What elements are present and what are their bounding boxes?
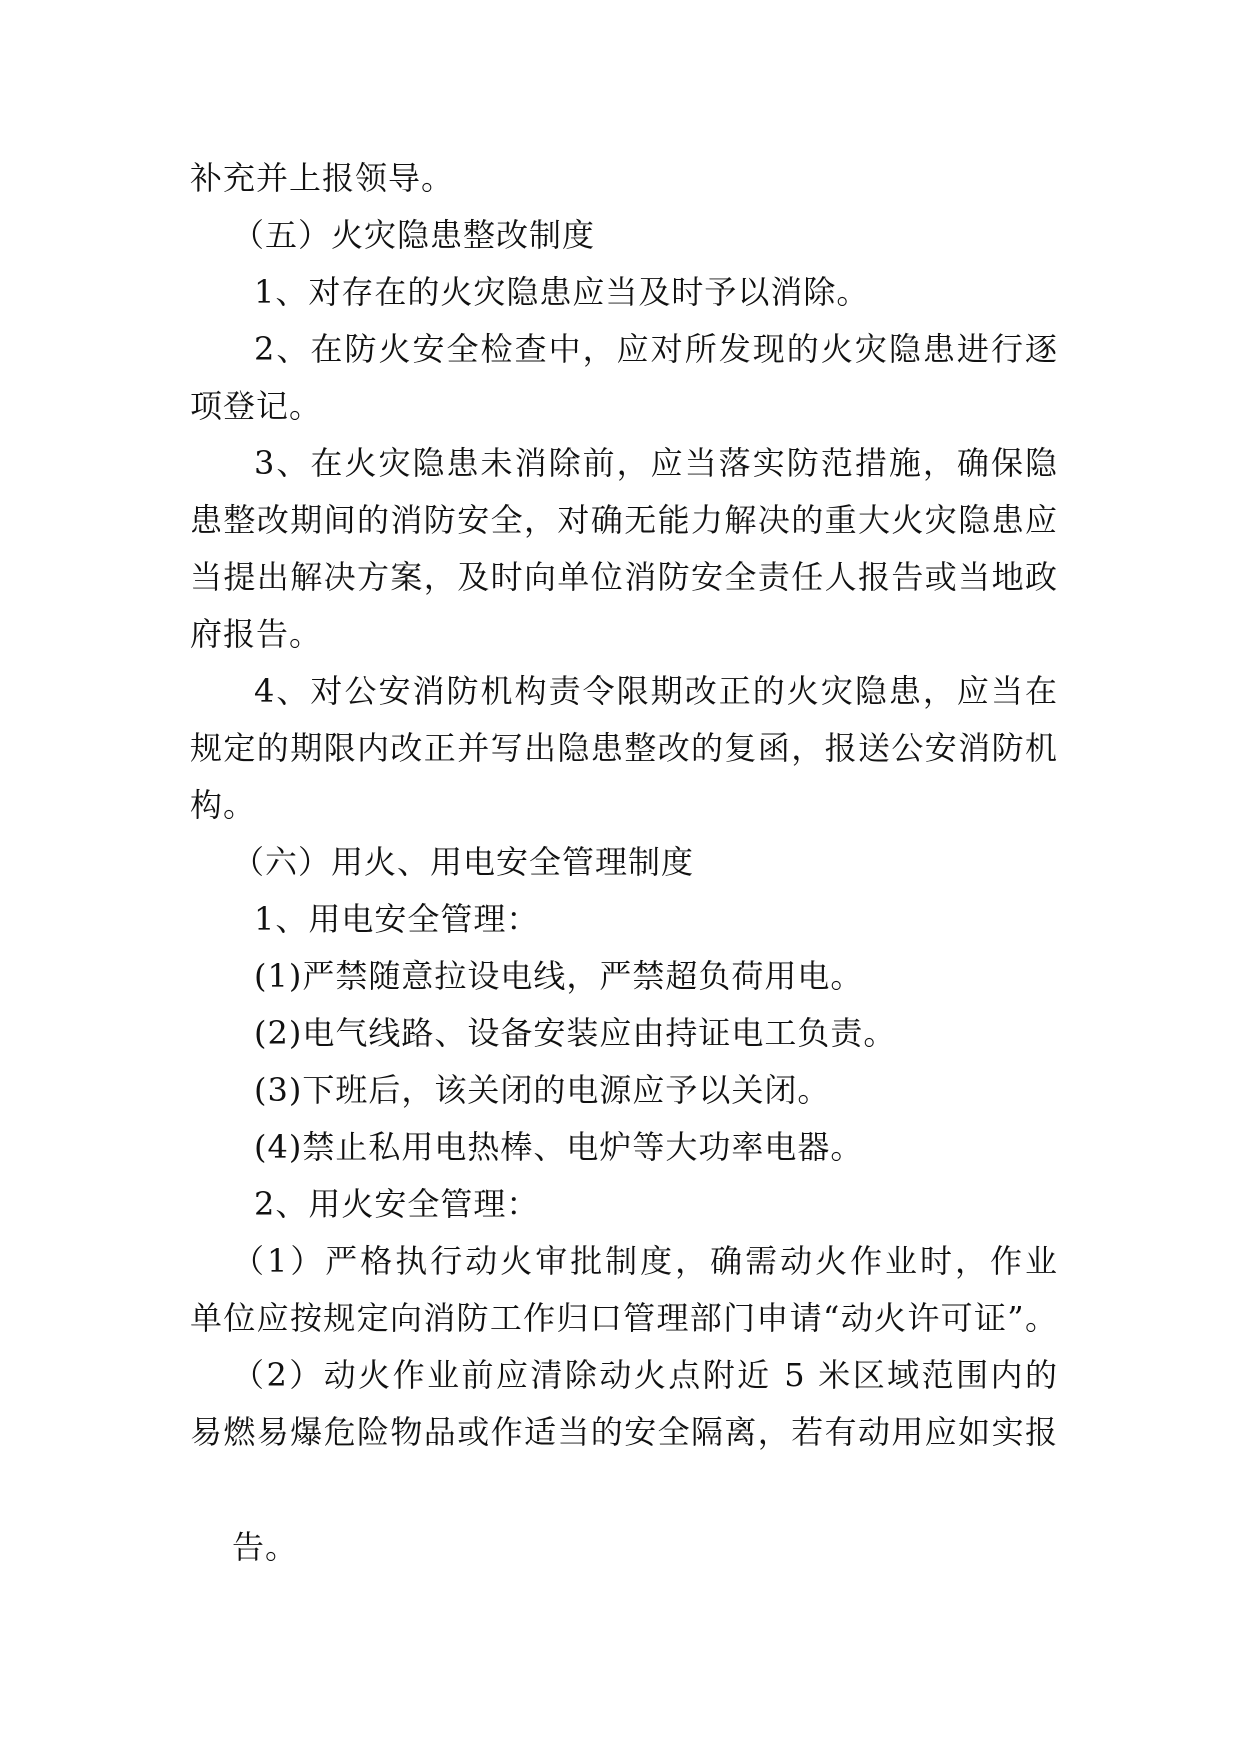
text-line: 构。 <box>190 786 257 824</box>
text-line: 规定的期限内改正并写出隐患整改的复函，报送公安消防机 <box>190 729 1058 767</box>
text-line: （2）动火作业前应清除动火点附近 5 米区域范围内的 <box>232 1356 1058 1394</box>
text-line: （1）严格执行动火审批制度，确需动火作业时，作业 <box>232 1242 1058 1280</box>
text-line: 府报告。 <box>190 615 323 653</box>
text-line: 补充并上报领导。 <box>190 159 455 197</box>
text-line: (1)严禁随意拉设电线，严禁超负荷用电。 <box>254 957 864 995</box>
text-line: (3)下班后，该关闭的电源应予以关闭。 <box>254 1071 831 1109</box>
text-line: 项登记。 <box>190 387 323 425</box>
text-line: 当提出解决方案，及时向单位消防安全责任人报告或当地政 <box>190 558 1058 596</box>
section-heading: （六）用火、用电安全管理制度 <box>232 843 695 881</box>
text-line: 易燃易爆危险物品或作适当的安全隔离，若有动用应如实报 <box>190 1413 1058 1451</box>
text-line: 1、用电安全管理： <box>254 900 540 938</box>
text-line: 1、对存在的火灾隐患应当及时予以消除。 <box>254 273 870 311</box>
text-line: 4、对公安消防机构责令限期改正的火灾隐患，应当在 <box>254 672 1058 710</box>
text-line: 告。 <box>232 1528 299 1566</box>
text-line: 2、用火安全管理： <box>254 1185 540 1223</box>
text-line: (4)禁止私用电热棒、电炉等大功率电器。 <box>254 1128 864 1166</box>
text-line: 单位应按规定向消防工作归口管理部门申请“动火许可证”。 <box>190 1299 1058 1337</box>
section-heading: （五）火灾隐患整改制度 <box>232 216 596 254</box>
text-line: (2)电气线路、设备安装应由持证电工负责。 <box>254 1014 897 1052</box>
text-line: 3、在火灾隐患未消除前，应当落实防范措施，确保隐 <box>254 444 1058 482</box>
text-line: 患整改期间的消防安全，对确无能力解决的重大火灾隐患应 <box>190 501 1058 539</box>
text-line: 2、在防火安全检查中，应对所发现的火灾隐患进行逐 <box>254 330 1058 368</box>
